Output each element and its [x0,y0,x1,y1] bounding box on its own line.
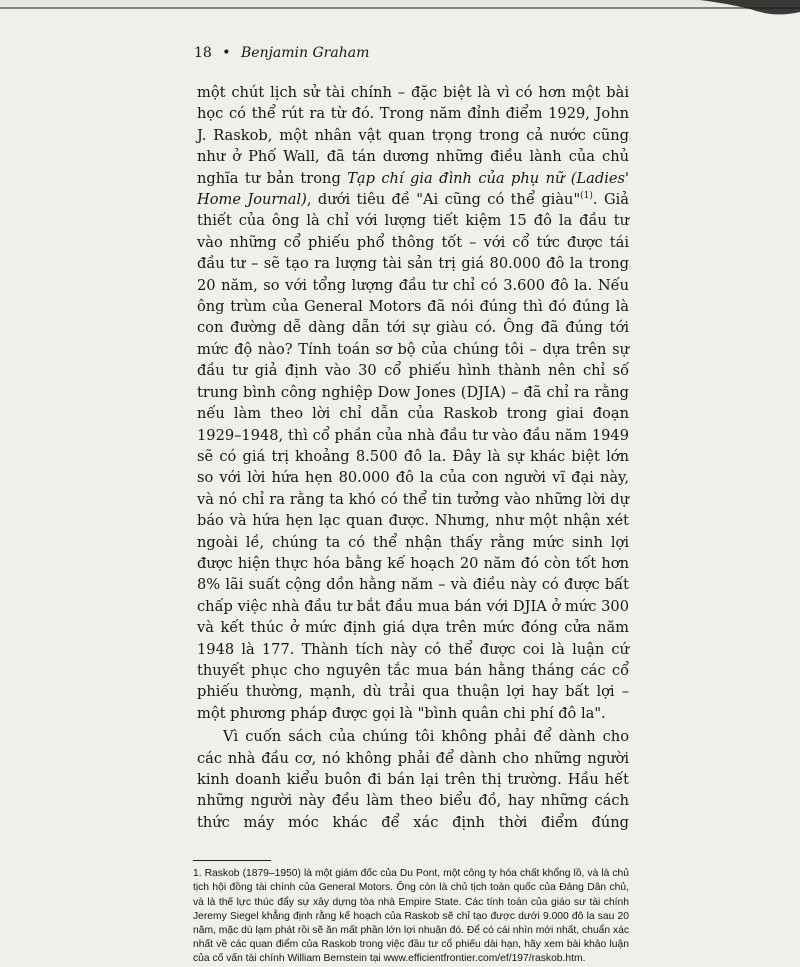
footnote-end: . [582,953,586,965]
body-text [197,82,629,833]
footnote-url: www.efficientfrontier.com/ef/197/raskob.htm [383,953,583,965]
paragraph-1-text-a: một chút lịch sử tài chính – đặc biệt là vì có hơn một bài học có thể rút ra từ đó. Trong năm đỉnh điểm 1929, John J. Raskob, một nhân vật quan trọng trong cả nước cũng như ở Phố Wall, đã tán dương những điều lành của chủ nghĩa tư bản trong [197,84,629,187]
footnote-divider [193,860,271,861]
paragraph-1 [197,82,629,724]
footnote-reference: (1) [580,191,593,202]
footnote-text: 1. Raskob (1879–1950) là một giám đốc của Du Pont, một công ty hóa chất khổng lồ, và là chủ tịch hội đồng tài chính của General Motors. Ông còn là chủ tịch toàn quốc của Đảng Dân chủ, và là thế lực thúc đẩy sự xây dựng tòa nhà Empire State. Các tính toán của giáo sư tài chính Jeremy Siegel khẳng định rằng kế hoạch của Raskob sẽ chỉ tạo được dưới 9.000 đô la sau 20 năm, mặc dù lạm phát rồi sẽ ăn mất phần lớn lợi nhuận đó. Để có cái nhìn mới nhất, chuẩn xác nhất về các quan điểm của Raskob trong việc đầu tư cổ phiếu dài hạn, hãy xem bài khảo luận của cố vấn tài chính William Bernstein tại [193,868,629,965]
running-head [194,44,629,62]
magazine-title: Tạp chí gia đình của phụ nữ (Ladies' Home Journal) [197,169,630,209]
top-edge-line [0,7,800,9]
scan-edge [0,0,800,12]
header-separator: • [222,45,231,61]
footnote [193,867,629,966]
author-name: Benjamin Graham [241,45,370,61]
paragraph-1-text-b: , dưới tiêu đề "Ai cũng có thể giàu" [306,191,581,209]
paragraph-1-text-c: . Giả thiết của ông là chỉ với lượng tiết kiệm 15 đô la đầu tư vào những cổ phiếu phổ thông tốt – với cổ tức được tái đầu tư – sẽ tạo ra lượng tài sản trị giá 80.000 đô la trong 20 năm, so với tổng lượng đầu tư chỉ có 3.600 đô la. Nếu ông trùm của General Motors đã nói đúng thì đó đúng là con đường dễ dàng dẫn tới sự giàu có. Ông đã đúng tới mức độ nào? Tính toán sơ bộ của chúng tôi – dựa trên sự đầu tư giả định vào 30 cổ phiếu hình thành nên chỉ số trung bình công nghiệp Dow Jones (DJIA) – đã chỉ ra rằng nếu làm theo lời chỉ dẫn của Raskob trong giai đoạn 1929–1948, thì cổ phần của nhà đầu tư vào đầu năm 1949 sẽ có giá trị khoảng 8.500 đô la. Đây là sự khác biệt lớn so với lời hứa hẹn 80.000 đô la của con người vĩ đại này, và nó chỉ ra rằng ta khó có thể tin tưởng vào những lời dự báo và hứa hẹn lạc quan được. Nhưng, như một nhận xét ngoài lề, chúng ta có thể nhận thấy rằng mức sinh lợi được hiện thực hóa bằng kế hoạch 20 năm đó còn tốt hơn 8% lãi suất cộng dồn hằng năm – và điều này có được bất chấp việc nhà đầu tư bắt đầu mua bán với DJIA ở mức 300 và kết thúc ở mức định giá dựa trên mức đóng cửa năm 1948 là 177. Thành tích này có thể được coi là luận cứ thuyết phục cho nguyên tắc mua bán hằng tháng các cổ phiếu thường, mạnh, dù trải qua thuận lợi hay bất lợi – một phương pháp được gọi là "bình quân chi phí đô la". [197,191,629,722]
page-number: 18 [194,45,212,61]
paragraph-2: Vì cuốn sách của chúng tôi không phải để dành cho các nhà đầu cơ, nó không phải để dành cho những người kinh doanh kiểu buôn đi bán lại trên thị trường. Hầu hết những người này đều làm theo biểu đồ, hay những cách thức máy móc khác để xác định thời điểm đúng [197,728,629,831]
book-page [193,30,630,967]
